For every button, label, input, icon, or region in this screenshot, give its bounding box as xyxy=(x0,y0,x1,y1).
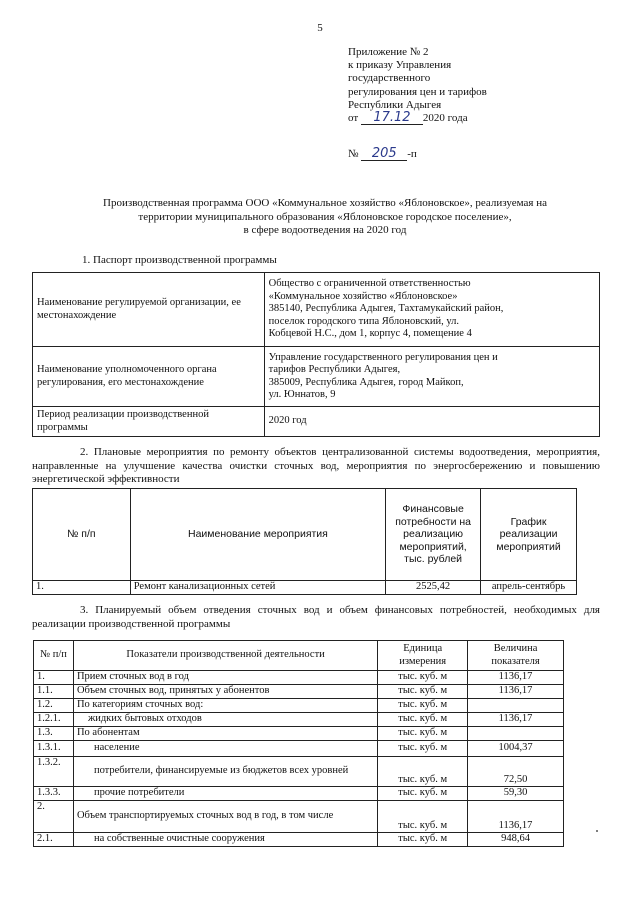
table-row xyxy=(34,741,564,757)
appendix-date xyxy=(348,112,608,125)
cell-unit: тыс. куб. м xyxy=(378,757,468,787)
cell-value: 1136,17 xyxy=(468,801,564,833)
value-line: ул. Юннатов, 9 xyxy=(268,389,336,400)
measures-table xyxy=(32,488,577,595)
cell-num: 1. xyxy=(34,671,74,685)
cell-indicator: Объем сточных вод, принятых у абонентов xyxy=(73,685,377,699)
header-value: Величина показателя xyxy=(468,641,564,671)
header-num: № п/п xyxy=(33,489,131,581)
cell-indicator: потребители, финансируемые из бюджетов всех уровней xyxy=(73,757,377,787)
cell-value: 59,30 xyxy=(468,787,564,801)
section3-heading: 3. Планируемый объем отведения сточных вод и объем финансовых потребностей, необходимых для реализации производственной программы xyxy=(32,604,600,630)
cell-num: 1.2.1. xyxy=(34,713,74,727)
number-prefix: № xyxy=(348,148,359,160)
cell-name: Ремонт канализационных сетей xyxy=(130,581,385,595)
cell-num: 2.1. xyxy=(34,833,74,847)
header-num: № п/п xyxy=(34,641,74,671)
table-row xyxy=(34,727,564,741)
passport-value: 2020 год xyxy=(264,407,599,437)
cell-value: 72,50 xyxy=(468,757,564,787)
cell-indicator: По абонентам xyxy=(73,727,377,741)
header-finance: Финансовые потребности на реализацию мероприятий, тыс. рублей xyxy=(386,489,481,581)
cell-num: 1.3.2. xyxy=(34,757,74,787)
scan-speck xyxy=(596,830,598,832)
date-prefix: от xyxy=(348,112,359,125)
appendix-line: государственного xyxy=(348,72,431,85)
value-line: тарифов Республики Адыгея, xyxy=(268,364,401,375)
passport-table xyxy=(32,272,600,437)
value-line: поселок городского типа Яблоновский, ул. xyxy=(268,315,460,327)
cell-num: 1.3. xyxy=(34,727,74,741)
cell-num: 2. xyxy=(34,801,74,833)
table-row xyxy=(34,757,564,787)
value-line: 385140, Республика Адыгея, Тахтамукайский район, xyxy=(268,303,504,315)
cell-value xyxy=(468,699,564,713)
title-line: территории муниципального образования «Яблоновское городское поселение», xyxy=(138,210,512,223)
volumes-table xyxy=(33,640,564,847)
cell-unit: тыс. куб. м xyxy=(378,787,468,801)
cell-unit: тыс. куб. м xyxy=(378,713,468,727)
document-title xyxy=(40,197,610,238)
header-unit: Единица измерения xyxy=(378,641,468,671)
cell-unit: тыс. куб. м xyxy=(378,833,468,847)
appendix-block xyxy=(348,46,608,125)
table-row xyxy=(33,407,600,437)
cell-unit: тыс. куб. м xyxy=(378,801,468,833)
value-line: «Коммунальное хозяйство «Яблоновское» xyxy=(268,290,458,302)
cell-indicator: Прием сточных вод в год xyxy=(73,671,377,685)
page-number: 5 xyxy=(317,22,323,34)
passport-value xyxy=(264,347,599,407)
cell-unit: тыс. куб. м xyxy=(378,727,468,741)
value-line: Общество с ограниченной ответственностью xyxy=(268,278,471,290)
table-row xyxy=(33,581,577,595)
title-line: Производственная программа ООО «Коммунальное хозяйство «Яблоновское», реализуемая на xyxy=(103,197,547,209)
cell-num: 1.1. xyxy=(34,685,74,699)
header-schedule: График реализации мероприятий xyxy=(481,489,577,581)
value-line: 385009, Республика Адыгея, город Майкоп, xyxy=(268,376,464,388)
cell-unit: тыс. куб. м xyxy=(378,741,468,757)
cell-unit: тыс. куб. м xyxy=(378,685,468,699)
table-header-row xyxy=(34,641,564,671)
cell-indicator: Объем транспортируемых сточных вод в год, в том числе xyxy=(73,801,377,833)
value-line: Управление государственного регулирования цен и xyxy=(268,351,498,363)
cell-num: 1.3.1. xyxy=(34,741,74,757)
cell-value: 1136,17 xyxy=(468,685,564,699)
table-row xyxy=(34,787,564,801)
cell-unit: тыс. куб. м xyxy=(378,671,468,685)
handwritten-number: 205 xyxy=(361,148,407,161)
table-row xyxy=(34,671,564,685)
number-suffix: -п xyxy=(407,148,417,160)
cell-indicator: По категориям сточных вод: xyxy=(73,699,377,713)
cell-schedule: апрель-сентябрь xyxy=(481,581,577,595)
cell-value: 948,64 xyxy=(468,833,564,847)
appendix-line: Приложение № 2 xyxy=(348,46,429,58)
cell-num: 1. xyxy=(33,581,131,595)
cell-finance: 2525,42 xyxy=(386,581,481,595)
passport-label: Период реализации производственной программы xyxy=(33,407,265,437)
table-header-row xyxy=(33,489,577,581)
cell-value: 1004,37 xyxy=(468,741,564,757)
passport-label: Наименование уполномоченного органа регулирования, его местонахождение xyxy=(33,347,265,407)
appendix-line: Республики Адыгея xyxy=(348,98,442,111)
table-row xyxy=(34,833,564,847)
date-suffix: 2020 года xyxy=(422,112,468,125)
table-row xyxy=(33,347,600,407)
table-row xyxy=(34,801,564,833)
value-line: Кобцевой Н.С., дом 1, корпус 4, помещение 4 xyxy=(268,328,472,340)
section2-heading: 2. Плановые мероприятия по ремонту объектов централизованной системы водоотведения, мероприятия, направленные на улучшение качества очистки сточных вод, мероприятия по энергосбережению и повышению энергетической эффективности xyxy=(32,446,600,485)
cell-unit: тыс. куб. м xyxy=(378,699,468,713)
appendix-line: к приказу Управления xyxy=(348,59,452,72)
section1-heading: 1. Паспорт производственной программы xyxy=(82,254,277,266)
cell-indicator: население xyxy=(73,741,377,757)
passport-label: Наименование регулируемой организации, ее местонахождение xyxy=(33,273,265,347)
cell-value: 1136,17 xyxy=(468,713,564,727)
handwritten-date: 17.12 xyxy=(361,112,423,125)
table-row xyxy=(33,273,600,347)
cell-indicator: на собственные очистные сооружения xyxy=(73,833,377,847)
header-name: Наименование мероприятия xyxy=(130,489,385,581)
cell-indicator: прочие потребители xyxy=(73,787,377,801)
header-indicator: Показатели производственной деятельности xyxy=(73,641,377,671)
table-row xyxy=(34,685,564,699)
cell-value: 1136,17 xyxy=(468,671,564,685)
order-number xyxy=(348,148,417,161)
appendix-line: регулирования цен и тарифов xyxy=(348,85,487,98)
title-line: в сфере водоотведения на 2020 год xyxy=(243,224,407,236)
cell-num: 1.3.3. xyxy=(34,787,74,801)
passport-value xyxy=(264,273,599,347)
cell-num: 1.2. xyxy=(34,699,74,713)
table-row xyxy=(34,699,564,713)
cell-indicator: жидких бытовых отходов xyxy=(73,713,377,727)
cell-value xyxy=(468,727,564,741)
table-row xyxy=(34,713,564,727)
